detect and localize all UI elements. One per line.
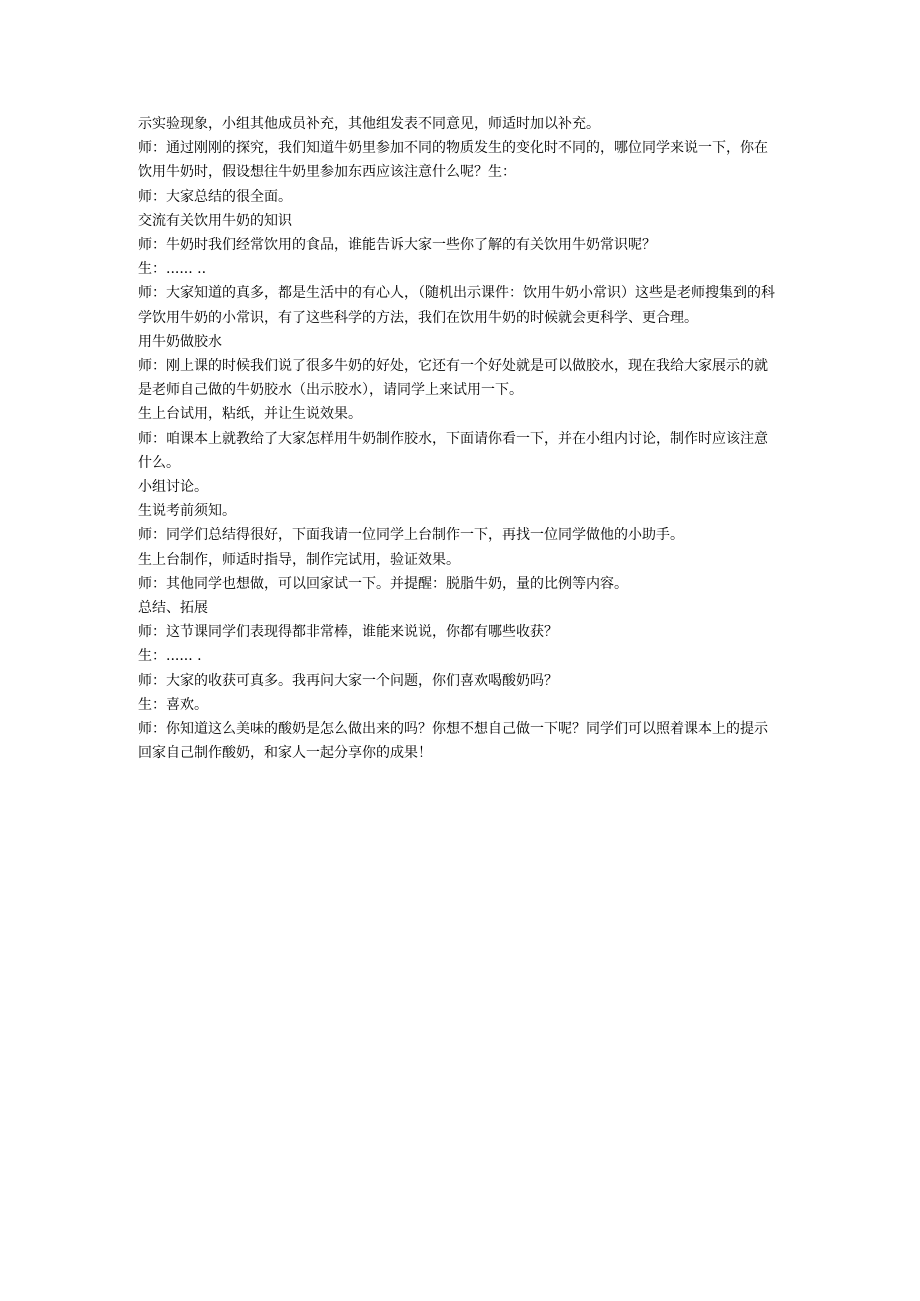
paragraph: 师：大家总结的很全面。 xyxy=(138,188,292,205)
section-heading: 交流有关饮用牛奶的知识 xyxy=(138,212,292,229)
paragraph: 生：喜欢。 xyxy=(138,696,208,713)
paragraph: 生：...... . xyxy=(138,648,202,665)
paragraph: 生说考前须知。 xyxy=(138,503,236,520)
paragraph: 师：同学们总结得很好，下面我请一位同学上台制作一下，再找一位同学做他的小助手。 xyxy=(138,527,684,544)
paragraph: 生上台制作，师适时指导，制作完试用，验证效果。 xyxy=(138,551,460,568)
paragraph: 师：刚上课的时候我们说了很多牛奶的好处，它还有一个好处就是可以做胶水，现在我给大家展示的就是老师自己做的牛奶胶水（出示胶水），请同学上来试用一下。 xyxy=(138,358,768,399)
paragraph: 师：这节课同学们表现得都非常棒，谁能来说说，你都有哪些收获？ xyxy=(138,624,558,641)
section-heading: 用牛奶做胶水 xyxy=(138,333,222,350)
paragraph: 师：通过刚刚的探究，我们知道牛奶里参加不同的物质发生的变化时不同的，哪位同学来说一下，你在饮用牛奶时，假设想往牛奶里参加东西应该注意什么呢？生： xyxy=(138,140,768,181)
paragraph: 师：大家知道的真多，都是生活中的有心人，（随机出示课件：饮用牛奶小常识）这些是老师搜集到的科学饮用牛奶的小常识，有了这些科学的方法，我们在饮用牛奶的时候就会更科学、更合理。 xyxy=(138,285,775,326)
paragraph: 师：其他同学也想做，可以回家试一下。并提醒：脱脂牛奶，量的比例等内容。 xyxy=(138,575,628,592)
paragraph: 师：牛奶时我们经常饮用的食品，谁能告诉大家一些你了解的有关饮用牛奶常识呢？ xyxy=(138,237,656,254)
paragraph: 生：...... .. xyxy=(138,261,207,278)
paragraph: 生上台试用，粘纸，并让生说效果。 xyxy=(138,406,362,423)
paragraph: 师：你知道这么美味的酸奶是怎么做出来的吗？你想不想自己做一下呢？同学们可以照着课本上的提示回家自己制作酸奶，和家人一起分享你的成果！ xyxy=(138,721,768,762)
document-body xyxy=(138,112,780,765)
paragraph: 示实验现象，小组其他成员补充，其他组发表不同意见，师适时加以补充。 xyxy=(138,116,600,132)
paragraph: 师：咱课本上就教给了大家怎样用牛奶制作胶水，下面请你看一下，并在小组内讨论，制作时应该注意什么。 xyxy=(138,430,768,471)
paragraph: 小组讨论。 xyxy=(138,479,208,496)
section-heading: 总结、拓展 xyxy=(138,600,208,617)
paragraph: 师：大家的收获可真多。我再问大家一个问题，你们喜欢喝酸奶吗？ xyxy=(138,672,558,689)
